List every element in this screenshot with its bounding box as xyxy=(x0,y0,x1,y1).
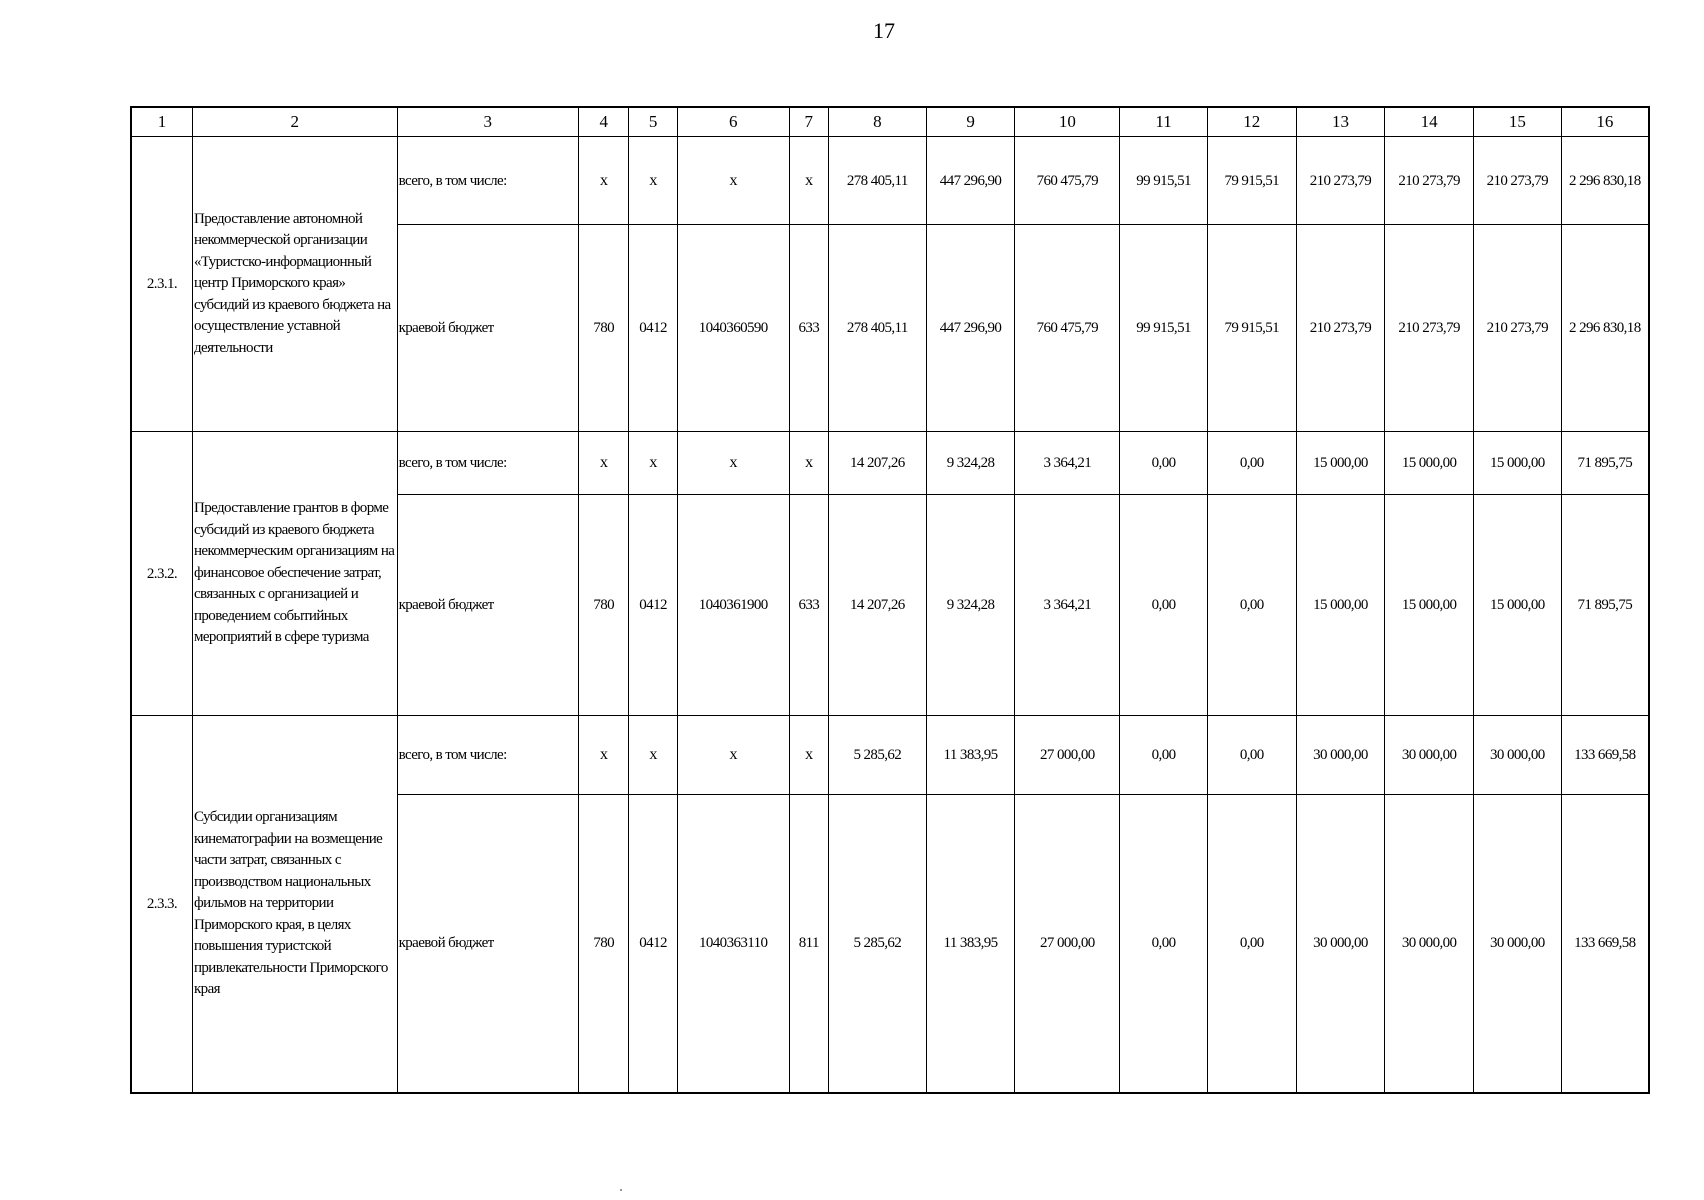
table-cell: 0,00 xyxy=(1207,495,1296,716)
table-cell: 133 669,58 xyxy=(1561,716,1649,795)
table-row-total xyxy=(131,137,1649,225)
table-cell: 30 000,00 xyxy=(1473,716,1561,795)
table-cell: 0412 xyxy=(629,795,677,1093)
table-row-total xyxy=(131,432,1649,495)
table-cell: 447 296,90 xyxy=(926,225,1015,432)
column-header: 4 xyxy=(579,107,629,137)
table-cell: х xyxy=(789,716,828,795)
table-cell: 2 296 830,18 xyxy=(1561,225,1649,432)
item-description: Субсидии организациям кинематографии на возмещение части затрат, связанных с производством национальных фильмов на территории Приморского края, в целях повышения туристской привлекательности Приморского края xyxy=(192,716,397,1093)
table-cell: 71 895,75 xyxy=(1561,432,1649,495)
table-cell: 0,00 xyxy=(1207,432,1296,495)
item-code: 2.3.1. xyxy=(131,137,192,432)
table-cell: 633 xyxy=(789,495,828,716)
table-cell: 9 324,28 xyxy=(926,432,1015,495)
table-cell: х xyxy=(677,432,789,495)
table-cell: 3 364,21 xyxy=(1015,432,1120,495)
column-header: 6 xyxy=(677,107,789,137)
column-header: 5 xyxy=(629,107,677,137)
item-code: 2.3.3. xyxy=(131,716,192,1093)
table-cell: 210 273,79 xyxy=(1385,225,1474,432)
column-header: 11 xyxy=(1120,107,1208,137)
table-cell: 0,00 xyxy=(1120,495,1208,716)
table-cell: 15 000,00 xyxy=(1385,432,1474,495)
table-cell: 30 000,00 xyxy=(1296,716,1385,795)
item-description: Предоставление автономной некоммерческой организации «Туристско-информационный центр Приморского края» субсидий из краевого бюджета на осуществление уставной деятельности xyxy=(192,137,397,432)
table-cell: х xyxy=(579,716,629,795)
table-cell: 15 000,00 xyxy=(1296,495,1385,716)
table-cell: 3 364,21 xyxy=(1015,495,1120,716)
table-cell: х xyxy=(677,137,789,225)
column-header: 13 xyxy=(1296,107,1385,137)
column-header: 15 xyxy=(1473,107,1561,137)
table-cell: 210 273,79 xyxy=(1296,137,1385,225)
table-cell: 30 000,00 xyxy=(1473,795,1561,1093)
table-cell: 27 000,00 xyxy=(1015,716,1120,795)
table-cell: 210 273,79 xyxy=(1473,137,1561,225)
table-cell: 0,00 xyxy=(1207,795,1296,1093)
table-cell: х xyxy=(629,137,677,225)
table-cell: 99 915,51 xyxy=(1120,225,1208,432)
column-header: 3 xyxy=(397,107,578,137)
column-header: 10 xyxy=(1015,107,1120,137)
table-cell: 27 000,00 xyxy=(1015,795,1120,1093)
column-header: 16 xyxy=(1561,107,1649,137)
table-cell: 210 273,79 xyxy=(1473,225,1561,432)
budget-table xyxy=(130,106,1650,1094)
funding-source: краевой бюджет xyxy=(397,495,578,716)
table-cell: 278 405,11 xyxy=(828,225,926,432)
table-cell: 15 000,00 xyxy=(1296,432,1385,495)
funding-source: всего, в том числе: xyxy=(397,432,578,495)
funding-source: краевой бюджет xyxy=(397,225,578,432)
table-row-total xyxy=(131,716,1649,795)
table-cell: 1040361900 xyxy=(677,495,789,716)
table-cell: 1040360590 xyxy=(677,225,789,432)
table-cell: 30 000,00 xyxy=(1385,795,1474,1093)
table-cell: 0,00 xyxy=(1207,716,1296,795)
table-cell: 15 000,00 xyxy=(1473,495,1561,716)
table-cell: 0412 xyxy=(629,495,677,716)
table-cell: 15 000,00 xyxy=(1385,495,1474,716)
table-cell: 5 285,62 xyxy=(828,795,926,1093)
column-header: 7 xyxy=(789,107,828,137)
table-cell: 11 383,95 xyxy=(926,795,1015,1093)
table-cell: х xyxy=(579,137,629,225)
column-header: 1 xyxy=(131,107,192,137)
table-cell: 79 915,51 xyxy=(1207,225,1296,432)
column-header: 14 xyxy=(1385,107,1474,137)
table-cell: х xyxy=(789,137,828,225)
table-cell: 780 xyxy=(579,495,629,716)
header-row xyxy=(131,107,1649,137)
table-cell: 1040363110 xyxy=(677,795,789,1093)
scan-speck xyxy=(620,1189,622,1191)
table-cell: 633 xyxy=(789,225,828,432)
column-header: 2 xyxy=(192,107,397,137)
column-header: 9 xyxy=(926,107,1015,137)
table-cell: 15 000,00 xyxy=(1473,432,1561,495)
table-cell: 71 895,75 xyxy=(1561,495,1649,716)
table-cell: 0,00 xyxy=(1120,432,1208,495)
table-cell: 210 273,79 xyxy=(1296,225,1385,432)
table-cell: 5 285,62 xyxy=(828,716,926,795)
table-cell: 99 915,51 xyxy=(1120,137,1208,225)
table-cell: 0,00 xyxy=(1120,716,1208,795)
item-description: Предоставление грантов в форме субсидий из краевого бюджета некоммерческим организациям на финансовое обеспечение затрат, связанных с организацией и проведением событийных мероприятий в сфере туризма xyxy=(192,432,397,716)
table-cell: 79 915,51 xyxy=(1207,137,1296,225)
table-cell: х xyxy=(677,716,789,795)
table-cell: 14 207,26 xyxy=(828,495,926,716)
column-header: 8 xyxy=(828,107,926,137)
table-cell: 447 296,90 xyxy=(926,137,1015,225)
table-cell: 760 475,79 xyxy=(1015,225,1120,432)
table-cell: 11 383,95 xyxy=(926,716,1015,795)
table-cell: 30 000,00 xyxy=(1385,716,1474,795)
table-cell: х xyxy=(789,432,828,495)
table-cell: 780 xyxy=(579,225,629,432)
table-cell: 9 324,28 xyxy=(926,495,1015,716)
table-cell: 2 296 830,18 xyxy=(1561,137,1649,225)
table-cell: х xyxy=(579,432,629,495)
funding-source: краевой бюджет xyxy=(397,795,578,1093)
table-cell: 760 475,79 xyxy=(1015,137,1120,225)
table-cell: 0412 xyxy=(629,225,677,432)
table-cell: 278 405,11 xyxy=(828,137,926,225)
table-cell: 811 xyxy=(789,795,828,1093)
column-header: 12 xyxy=(1207,107,1296,137)
table-cell: 133 669,58 xyxy=(1561,795,1649,1093)
table-cell: 30 000,00 xyxy=(1296,795,1385,1093)
table-cell: х xyxy=(629,432,677,495)
table-cell: 780 xyxy=(579,795,629,1093)
table-cell: 210 273,79 xyxy=(1385,137,1474,225)
item-code: 2.3.2. xyxy=(131,432,192,716)
table-cell: 14 207,26 xyxy=(828,432,926,495)
table-cell: 0,00 xyxy=(1120,795,1208,1093)
page-number: 17 xyxy=(873,18,895,43)
funding-source: всего, в том числе: xyxy=(397,137,578,225)
funding-source: всего, в том числе: xyxy=(397,716,578,795)
table-cell: х xyxy=(629,716,677,795)
